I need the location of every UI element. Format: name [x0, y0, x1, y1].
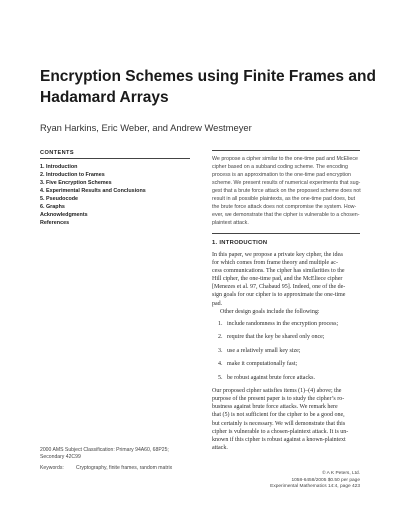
toc-item-acknowledgments[interactable]: Acknowledgments: [40, 212, 88, 218]
list-item: 3. use a relatively small key size;: [218, 347, 301, 354]
msc-classification: Secondary 42C99: [40, 454, 81, 461]
abstract-line: result in all possible plaintexts, as the one-time pad does, but: [212, 196, 356, 202]
abstract-line: cipher based on a subband coding scheme. The encoding: [212, 164, 348, 170]
body-line: Other design goals include the following:: [220, 308, 320, 315]
abstract-line: process is an approximation to the one-time pad encryption: [212, 172, 351, 178]
toc-item-graphs[interactable]: 6. Graphs: [40, 204, 65, 210]
abstract-line: ever, we demonstrate that the cipher is vulnerable to a chosen-: [212, 212, 360, 218]
abstract: [212, 150, 360, 234]
issn: 1058-6458/2005 $0.50 per page: [291, 477, 360, 483]
list-item: 4. make it computationally fast;: [218, 361, 298, 368]
body-line: bustness against brute force attacks. We remark here: [212, 404, 338, 411]
body-line: attack.: [212, 444, 228, 451]
design-goals-list: [212, 320, 362, 382]
footnote: [40, 447, 200, 473]
journal-ref: Experimental Mathematics 14:4, page 423: [270, 484, 360, 489]
body-line: pad.: [212, 300, 223, 307]
introduction-body: [212, 251, 362, 452]
keywords-label: Keywords:: [40, 465, 64, 472]
section-heading-introduction: 1. INTRODUCTION: [212, 240, 268, 246]
toc-item-frames[interactable]: 2. Introduction to Frames: [40, 172, 105, 178]
list-item: 1. include randomness in the encryption process;: [218, 320, 339, 327]
body-line: known if this cipher is robust against a known-plaintext: [212, 436, 346, 443]
body-line: Our proposed cipher satisfies items (1)–(4) above; the: [212, 388, 342, 395]
body-line: [Menezes et al. 97, Chabaud 95]. Indeed, one of the de-: [212, 284, 346, 291]
contents-box: [40, 150, 190, 227]
list-item: 5. be robust against brute force attacks.: [218, 374, 315, 381]
abstract-line: plaintext attack.: [212, 220, 249, 226]
paper-title: [40, 66, 376, 108]
body-line: but certainly is necessary. We will demonstrate that this: [212, 420, 346, 427]
body-line: cess communications. The cipher has similarities to the: [212, 268, 345, 275]
keywords: [40, 465, 200, 472]
body-line: purpose of the present paper is to study the cipher’s ro-: [212, 396, 345, 403]
toc-item-references[interactable]: References: [40, 220, 70, 226]
abstract-line: scheme. We present results of numerical experiments that sug-: [212, 180, 361, 186]
toc-item-pseudocode[interactable]: 5. Pseudocode: [40, 196, 79, 202]
copyright: © A K Peters, Ltd.: [322, 471, 360, 476]
authors: Ryan Harkins, Eric Weber, and Andrew Westmeyer: [40, 122, 252, 133]
msc-classification: 2000 AMS Subject Classification: Primary 94A60, 68P25;: [40, 447, 169, 453]
list-item: 2. require that the key be shared only once;: [218, 334, 325, 341]
abstract-line: gest that a brute force attack on the proposed scheme does not: [212, 188, 361, 194]
body-line: cipher is vulnerable to a chosen-plaintext attack. It is un-: [212, 428, 349, 435]
title-line-2: Hadamard Arrays: [40, 89, 169, 106]
body-line: In this paper, we propose a private key cipher, the idea: [212, 252, 343, 258]
body-line: sign goals for our cipher is to approximate the one-time: [212, 292, 346, 299]
body-line: for which comes from frame theory and multiple ac-: [212, 260, 338, 267]
abstract-line: the brute force attack does not compromise the system. How-: [212, 204, 357, 210]
toc-item-encryption-schemes[interactable]: 3. Five Encryption Schemes: [40, 180, 112, 186]
toc-item-experimental-results[interactable]: 4. Experimental Results and Conclusions: [40, 188, 146, 194]
body-line: Hill cipher, the one-time pad, and the McEliece cipher: [212, 276, 343, 283]
abstract-line: We propose a cipher similar to the one-time pad and McEliece: [212, 156, 358, 162]
title-line-1: Encryption Schemes using Finite Frames and: [40, 68, 376, 85]
toc-item-introduction[interactable]: 1. Introduction: [40, 164, 78, 170]
body-line: that (5) is not sufficient for the cipher to be a good one,: [212, 412, 345, 419]
keywords-list: Cryptography, finite frames, random matrix: [76, 465, 173, 472]
publisher-info: [270, 471, 360, 491]
contents-heading: CONTENTS: [40, 150, 190, 159]
